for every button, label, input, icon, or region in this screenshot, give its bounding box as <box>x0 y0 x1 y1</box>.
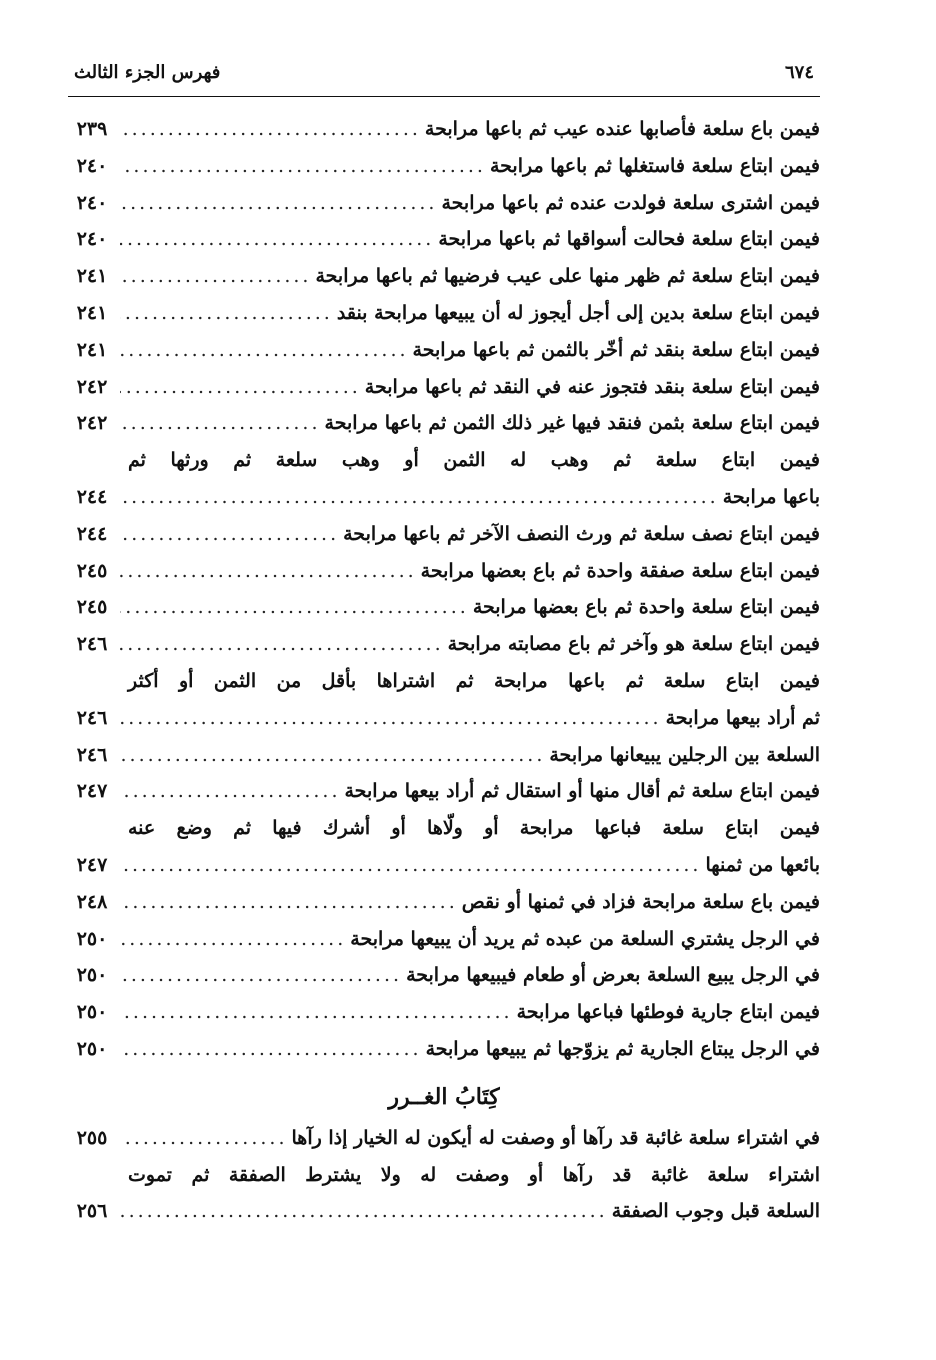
index-entry <box>68 479 820 516</box>
entry-first-line: اشتراء سلعة غائبة قد رآها أو وصفت له ولا يشترط الصفقة ثم تموت <box>128 1163 820 1186</box>
index-entry <box>68 957 820 994</box>
leader-dots <box>120 332 409 369</box>
entry-page: ٢٤٢ <box>76 375 108 398</box>
leader-dots <box>120 1193 608 1230</box>
entry-page: ٢٤١ <box>76 301 108 324</box>
entry-title: فيمن ابتاع سلعة ثم أقال منها أو استقال ثم أراد بيعها مرابحة <box>344 780 820 803</box>
index-entry <box>68 921 820 958</box>
entry-title: فيمن ابتاع سلعة بنقد ثم أخّر بالثمن ثم باعها مرابحة <box>412 338 820 361</box>
index-entry <box>68 332 820 369</box>
entry-title: فيمن ابتاع سلعة صفقة واحدة ثم باع بعضها مرابحة <box>420 559 820 582</box>
entry-page: ٢٤١ <box>76 265 108 288</box>
entry-title: ثم أراد بيعها مرابحة <box>665 706 820 729</box>
leader-dots <box>120 405 321 442</box>
entry-title: السلعة قبل وجوب الصفقة <box>611 1200 820 1223</box>
entry-title: فيمن ابتاع سلعة فحالت أسواقها ثم باعها مرابحة <box>438 228 820 251</box>
leader-dots <box>120 1031 422 1068</box>
entry-page: ٢٥٠ <box>76 927 108 950</box>
entry-title: فيمن ابتاع نصف سلعة ثم ورث النصف الآخر ثم باعها مرابحة <box>343 522 820 545</box>
entry-page: ٢٤٨ <box>76 890 108 913</box>
index-entries <box>68 111 820 1230</box>
leader-dots <box>120 773 341 810</box>
entry-page: ٢٤٢ <box>76 412 108 435</box>
index-entry <box>68 994 820 1031</box>
entry-page: ٢٤٠ <box>76 228 108 251</box>
index-entry <box>68 773 820 810</box>
index-entry <box>68 148 820 185</box>
leader-dots <box>120 1120 288 1157</box>
index-entry <box>68 553 820 590</box>
index-entry <box>68 884 820 921</box>
index-entry <box>68 111 820 148</box>
leader-dots <box>120 994 513 1031</box>
entry-page: ٢٥٠ <box>76 964 108 987</box>
entry-page: ٢٤٤ <box>76 522 108 545</box>
entry-title: فيمن ابتاع سلعة بنقد فتجوز عنه في النقد ثم باعها مرابحة <box>364 375 820 398</box>
entry-title: فيمن اشترى سلعة فولدت عنده ثم باعها مرابحة <box>441 191 820 214</box>
entry-page: ٢٤١ <box>76 338 108 361</box>
running-title: فهرس الجزء الثالث <box>74 62 221 83</box>
entry-page: ٢٥٦ <box>76 1200 108 1223</box>
entry-page: ٢٤٧ <box>76 853 108 876</box>
leader-dots <box>120 369 361 406</box>
leader-dots <box>120 295 333 332</box>
entry-first-line: فيمن ابتاع سلعة فباعها مرابحة أو ولّاها أو أشرك فيها ثم وضع عنه <box>128 817 820 840</box>
entry-page: ٢٥٠ <box>76 1001 108 1024</box>
index-entry <box>68 221 820 258</box>
index-entry <box>68 626 820 663</box>
entry-title: فيمن ابتاع سلعة فاستغلها ثم باعها مرابحة <box>489 154 820 177</box>
entry-title: فيمن ابتاع جارية فوطئها فباعها مرابحة <box>516 1001 820 1024</box>
index-entry <box>68 1031 820 1068</box>
entry-title: فيمن باع سلعة فأصابها عنده عيب ثم باعها مرابحة <box>424 118 820 140</box>
index-entry <box>68 700 820 737</box>
entry-page: ٢٤٦ <box>76 633 108 656</box>
index-entry <box>68 737 820 774</box>
entry-title: فيمن باع سلعة مرابحة فزاد في ثمنها أو نقص <box>461 890 820 913</box>
leader-dots <box>120 185 437 222</box>
leader-dots <box>120 111 421 148</box>
entry-page: ٢٤٦ <box>76 706 108 729</box>
entry-title: باعها مرابحة <box>722 485 820 508</box>
entry-title: في الرجل يبيع السلعة بعرض أو طعام فيبيعها مرابحة <box>406 964 820 987</box>
leader-dots <box>120 479 719 516</box>
leader-dots <box>120 589 469 626</box>
entry-title: بائعها من ثمنها <box>705 853 820 876</box>
entry-page: ٢٤٤ <box>76 485 108 508</box>
index-entry <box>68 589 820 626</box>
entry-title: في الرجل يبتاع الجارية ثم يزوّجها ثم يبيعها مرابحة <box>425 1037 820 1060</box>
leader-dots <box>120 258 311 295</box>
entry-first-line: فيمن ابتاع سلعة ثم باعها مرابحة ثم اشتراها بأقل من الثمن أو أكثر <box>128 669 820 692</box>
entry-title: فيمن ابتاع سلعة هو وآخر ثم باع مصابته مرابحة <box>447 633 820 656</box>
leader-dots <box>120 148 486 185</box>
entry-page: ٢٣٩ <box>76 118 108 140</box>
index-entry <box>68 847 820 884</box>
entry-first-line: فيمن ابتاع سلعة ثم وهب له الثمن أو وهب سلعة ثم ورثها ثم <box>128 449 820 472</box>
entry-page: ٢٤٠ <box>76 191 108 214</box>
entry-title: السلعة بين الرجلين يبيعانها مرابحة <box>549 743 820 766</box>
entry-page: ٢٤٥ <box>76 596 108 619</box>
entry-title: فيمن ابتاع سلعة بثمن فنقد فيها غير ذلك الثمن ثم باعها مرابحة <box>324 412 820 435</box>
entry-page: ٢٤٠ <box>76 154 108 177</box>
entry-title: فيمن ابتاع سلعة بدين إلى أجل أيجوز له أن يبيعها مرابحة بنقد <box>336 301 820 324</box>
entry-page: ٢٤٧ <box>76 780 108 803</box>
leader-dots <box>120 516 339 553</box>
entry-title: فيمن ابتاع سلعة ثم ظهر منها على عيب فرضيها ثم باعها مرابحة <box>315 265 820 288</box>
leader-dots <box>120 700 662 737</box>
index-page <box>68 62 820 1230</box>
leader-dots <box>120 221 434 258</box>
index-entry <box>68 369 820 406</box>
index-entry <box>68 258 820 295</box>
entry-page: ٢٥٥ <box>76 1126 108 1149</box>
leader-dots <box>120 957 402 994</box>
index-entry <box>68 405 820 442</box>
entry-title: فيمن ابتاع سلعة واحدة ثم باع بعضها مرابحة <box>472 596 820 619</box>
leader-dots <box>120 553 417 590</box>
leader-dots <box>120 847 701 884</box>
index-entry <box>68 295 820 332</box>
leader-dots <box>120 737 545 774</box>
index-entry <box>68 185 820 222</box>
index-entry <box>68 1120 820 1157</box>
entry-page: ٢٤٦ <box>76 743 108 766</box>
leader-dots <box>120 921 346 958</box>
entry-title: في الرجل يشتري السلعة من عبده ثم يريد أن يبيعها مرابحة <box>350 927 820 950</box>
page-number: ٦٧٤ <box>784 62 814 83</box>
index-entry <box>68 516 820 553</box>
section-heading: كِتَابُ الغــرر <box>388 1083 500 1110</box>
entry-page: ٢٥٠ <box>76 1037 108 1060</box>
leader-dots <box>120 626 444 663</box>
page-header <box>68 62 820 97</box>
leader-dots <box>120 884 458 921</box>
entry-title: في اشتراء سلعة غائبة قد رآها أو وصفت له أيكون له الخيار إذا رآها <box>291 1126 820 1149</box>
entry-page: ٢٤٥ <box>76 559 108 582</box>
index-entry <box>68 1193 820 1230</box>
